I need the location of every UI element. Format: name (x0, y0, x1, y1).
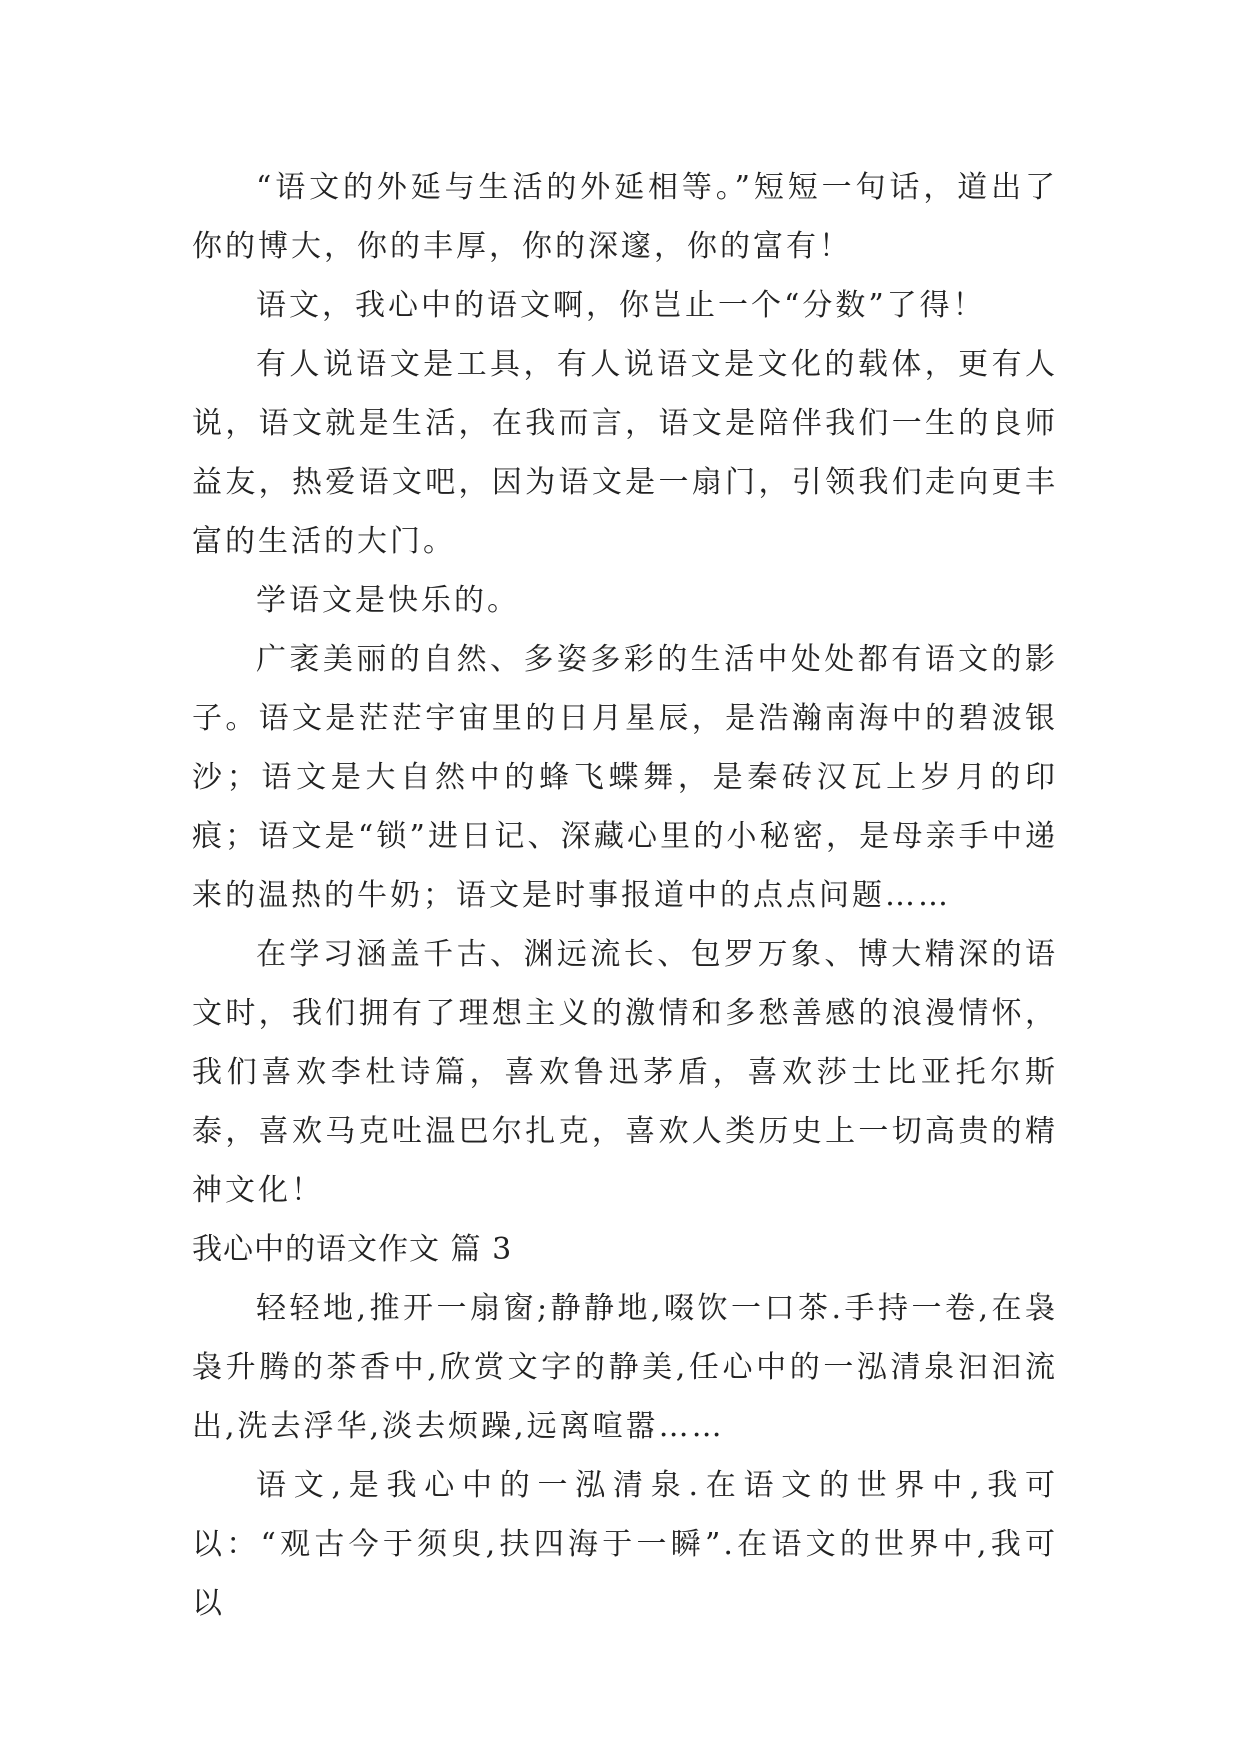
paragraph-3: 有人说语文是工具，有人说语文是文化的载体，更有人说，语文就是生活，在我而言，语文是陪伴我们一生的良师益友，热爱语文吧，因为语文是一扇门，引领我们走向更丰富的生活的大门。 (192, 347, 1058, 559)
paragraph-4: 学语文是快乐的。 (256, 583, 520, 618)
section-heading: 我心中的语文作文 篇 3 (192, 1232, 513, 1267)
section-paragraph-1: 轻轻地,推开一扇窗;静静地,啜饮一口茶.手持一卷,在袅袅升腾的茶香中,欣赏文字的静美,任心中的一泓清泉汩汩流出,洗去浮华,淡去烦躁,远离喧嚣…… (192, 1291, 1058, 1444)
paragraph-2: 语文，我心中的语文啊，你岂止一个“分数”了得！ (256, 288, 986, 323)
section-paragraph-2: 语文,是我心中的一泓清泉.在语文的世界中,我可以：“观古今于须臾,扶四海于一瞬”.在语文的世界中,我可以 (192, 1468, 1058, 1621)
document-body (192, 158, 1058, 1633)
paragraph-5: 广袤美丽的自然、多姿多彩的生活中处处都有语文的影子。语文是茫茫宇宙里的日月星辰，是浩瀚南海中的碧波银沙；语文是大自然中的蜂飞蝶舞，是秦砖汉瓦上岁月的印痕；语文是“锁”进日记、深藏心里的小秘密，是母亲手中递来的温热的牛奶；语文是时事报道中的点点问题…… (192, 642, 1058, 913)
paragraph-6: 在学习涵盖千古、渊远流长、包罗万象、博大精深的语文时，我们拥有了理想主义的激情和多愁善感的浪漫情怀，我们喜欢李杜诗篇，喜欢鲁迅茅盾，喜欢莎士比亚托尔斯泰，喜欢马克吐温巴尔扎克，喜欢人类历史上一切高贵的精神文化！ (192, 937, 1058, 1208)
paragraph-1: “语文的外延与生活的外延相等。”短短一句话，道出了你的博大，你的丰厚，你的深邃，你的富有！ (192, 170, 1058, 264)
